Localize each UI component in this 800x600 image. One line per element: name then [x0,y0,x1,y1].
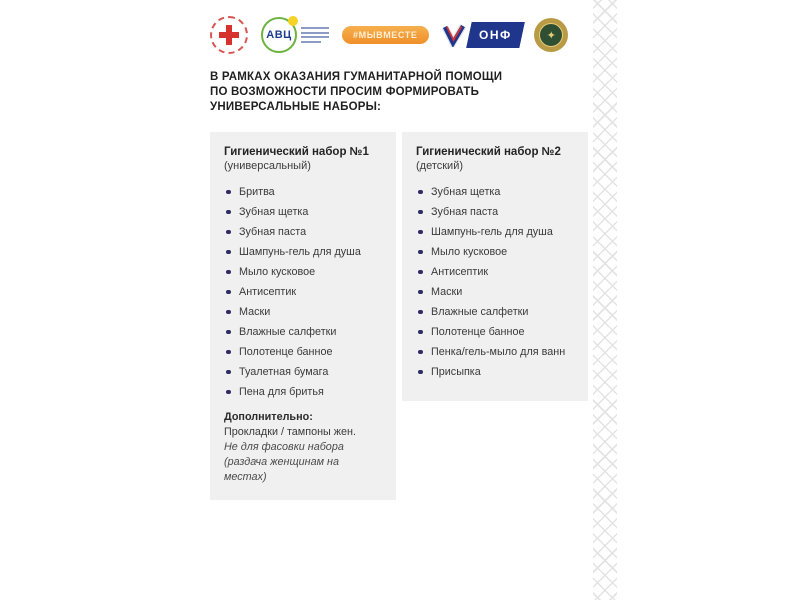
extra-line: Прокладки / тампоны жен. [224,426,356,438]
page-title-line: В РАМКАХ ОКАЗАНИЯ ГУМАНИТАРНОЙ ПОМОЩИ [210,71,503,83]
list-item: Присыпка [416,366,574,378]
kit-1-extra-note [224,410,382,485]
avc-logo [261,17,329,53]
onf-tricolor-check-icon [442,23,466,47]
list-item: Полотенце банное [224,346,382,358]
page-title-line: ПО ВОЗМОЖНОСТИ ПРОСИМ ФОРМИРОВАТЬ [210,86,480,98]
onf-logo-label: ОНФ [478,28,512,42]
avc-logo-label: АВЦ [266,29,292,41]
red-cross-logo [210,16,248,54]
onf-wordmark-box [466,22,524,48]
decorative-lattice-strip [593,0,617,600]
kit-1-subtitle: (универсальный) [224,160,311,172]
extra-line-italic: (раздача женщинам на местах) [224,456,339,483]
onf-logo [442,22,522,48]
list-item: Зубная паста [224,226,382,238]
list-item: Влажные салфетки [224,326,382,338]
red-cross-icon [219,32,239,38]
list-item: Полотенце банное [416,326,574,338]
list-item: Зубная паста [416,206,574,218]
list-item: Маски [224,306,382,318]
kit-2-item-list [416,186,574,378]
poster-content [210,12,592,500]
extra-line-italic: Не для фасовки набора [224,441,344,453]
extra-title: Дополнительно: [224,411,313,423]
avc-circle-icon [261,17,297,53]
kit-panel-1 [210,132,396,500]
kit-panel-2 [402,132,588,401]
list-item: Мыло кусковое [224,266,382,278]
list-item: Зубная щетка [224,206,382,218]
list-item: Мыло кусковое [416,246,574,258]
list-item: Шампунь-гель для душа [416,226,574,238]
kit-1-item-list [224,186,382,398]
kit-2-subtitle: (детский) [416,160,464,172]
page-title-line: УНИВЕРСАЛЬНЫЕ НАБОРЫ: [210,101,382,113]
myvmeste-badge: #МЫВМЕСТЕ [342,26,429,44]
partner-logos-row [210,12,592,58]
list-item: Зубная щетка [416,186,574,198]
kit-1-title: Гигиенический набор №1 [224,146,369,158]
emblem-star-icon: ✦ [539,23,563,47]
round-emblem-logo [534,18,568,52]
page-title [210,70,592,115]
kit-2-title: Гигиенический набор №2 [416,146,561,158]
avc-caption-lines [301,27,329,43]
list-item: Пена для бритья [224,386,382,398]
list-item: Маски [416,286,574,298]
kit-panels [210,132,592,500]
list-item: Туалетная бумага [224,366,382,378]
avc-dot-icon [288,16,298,26]
list-item: Шампунь-гель для душа [224,246,382,258]
list-item: Антисептик [224,286,382,298]
list-item: Антисептик [416,266,574,278]
list-item: Пенка/гель-мыло для ванн [416,346,574,358]
list-item: Влажные салфетки [416,306,574,318]
list-item: Бритва [224,186,382,198]
